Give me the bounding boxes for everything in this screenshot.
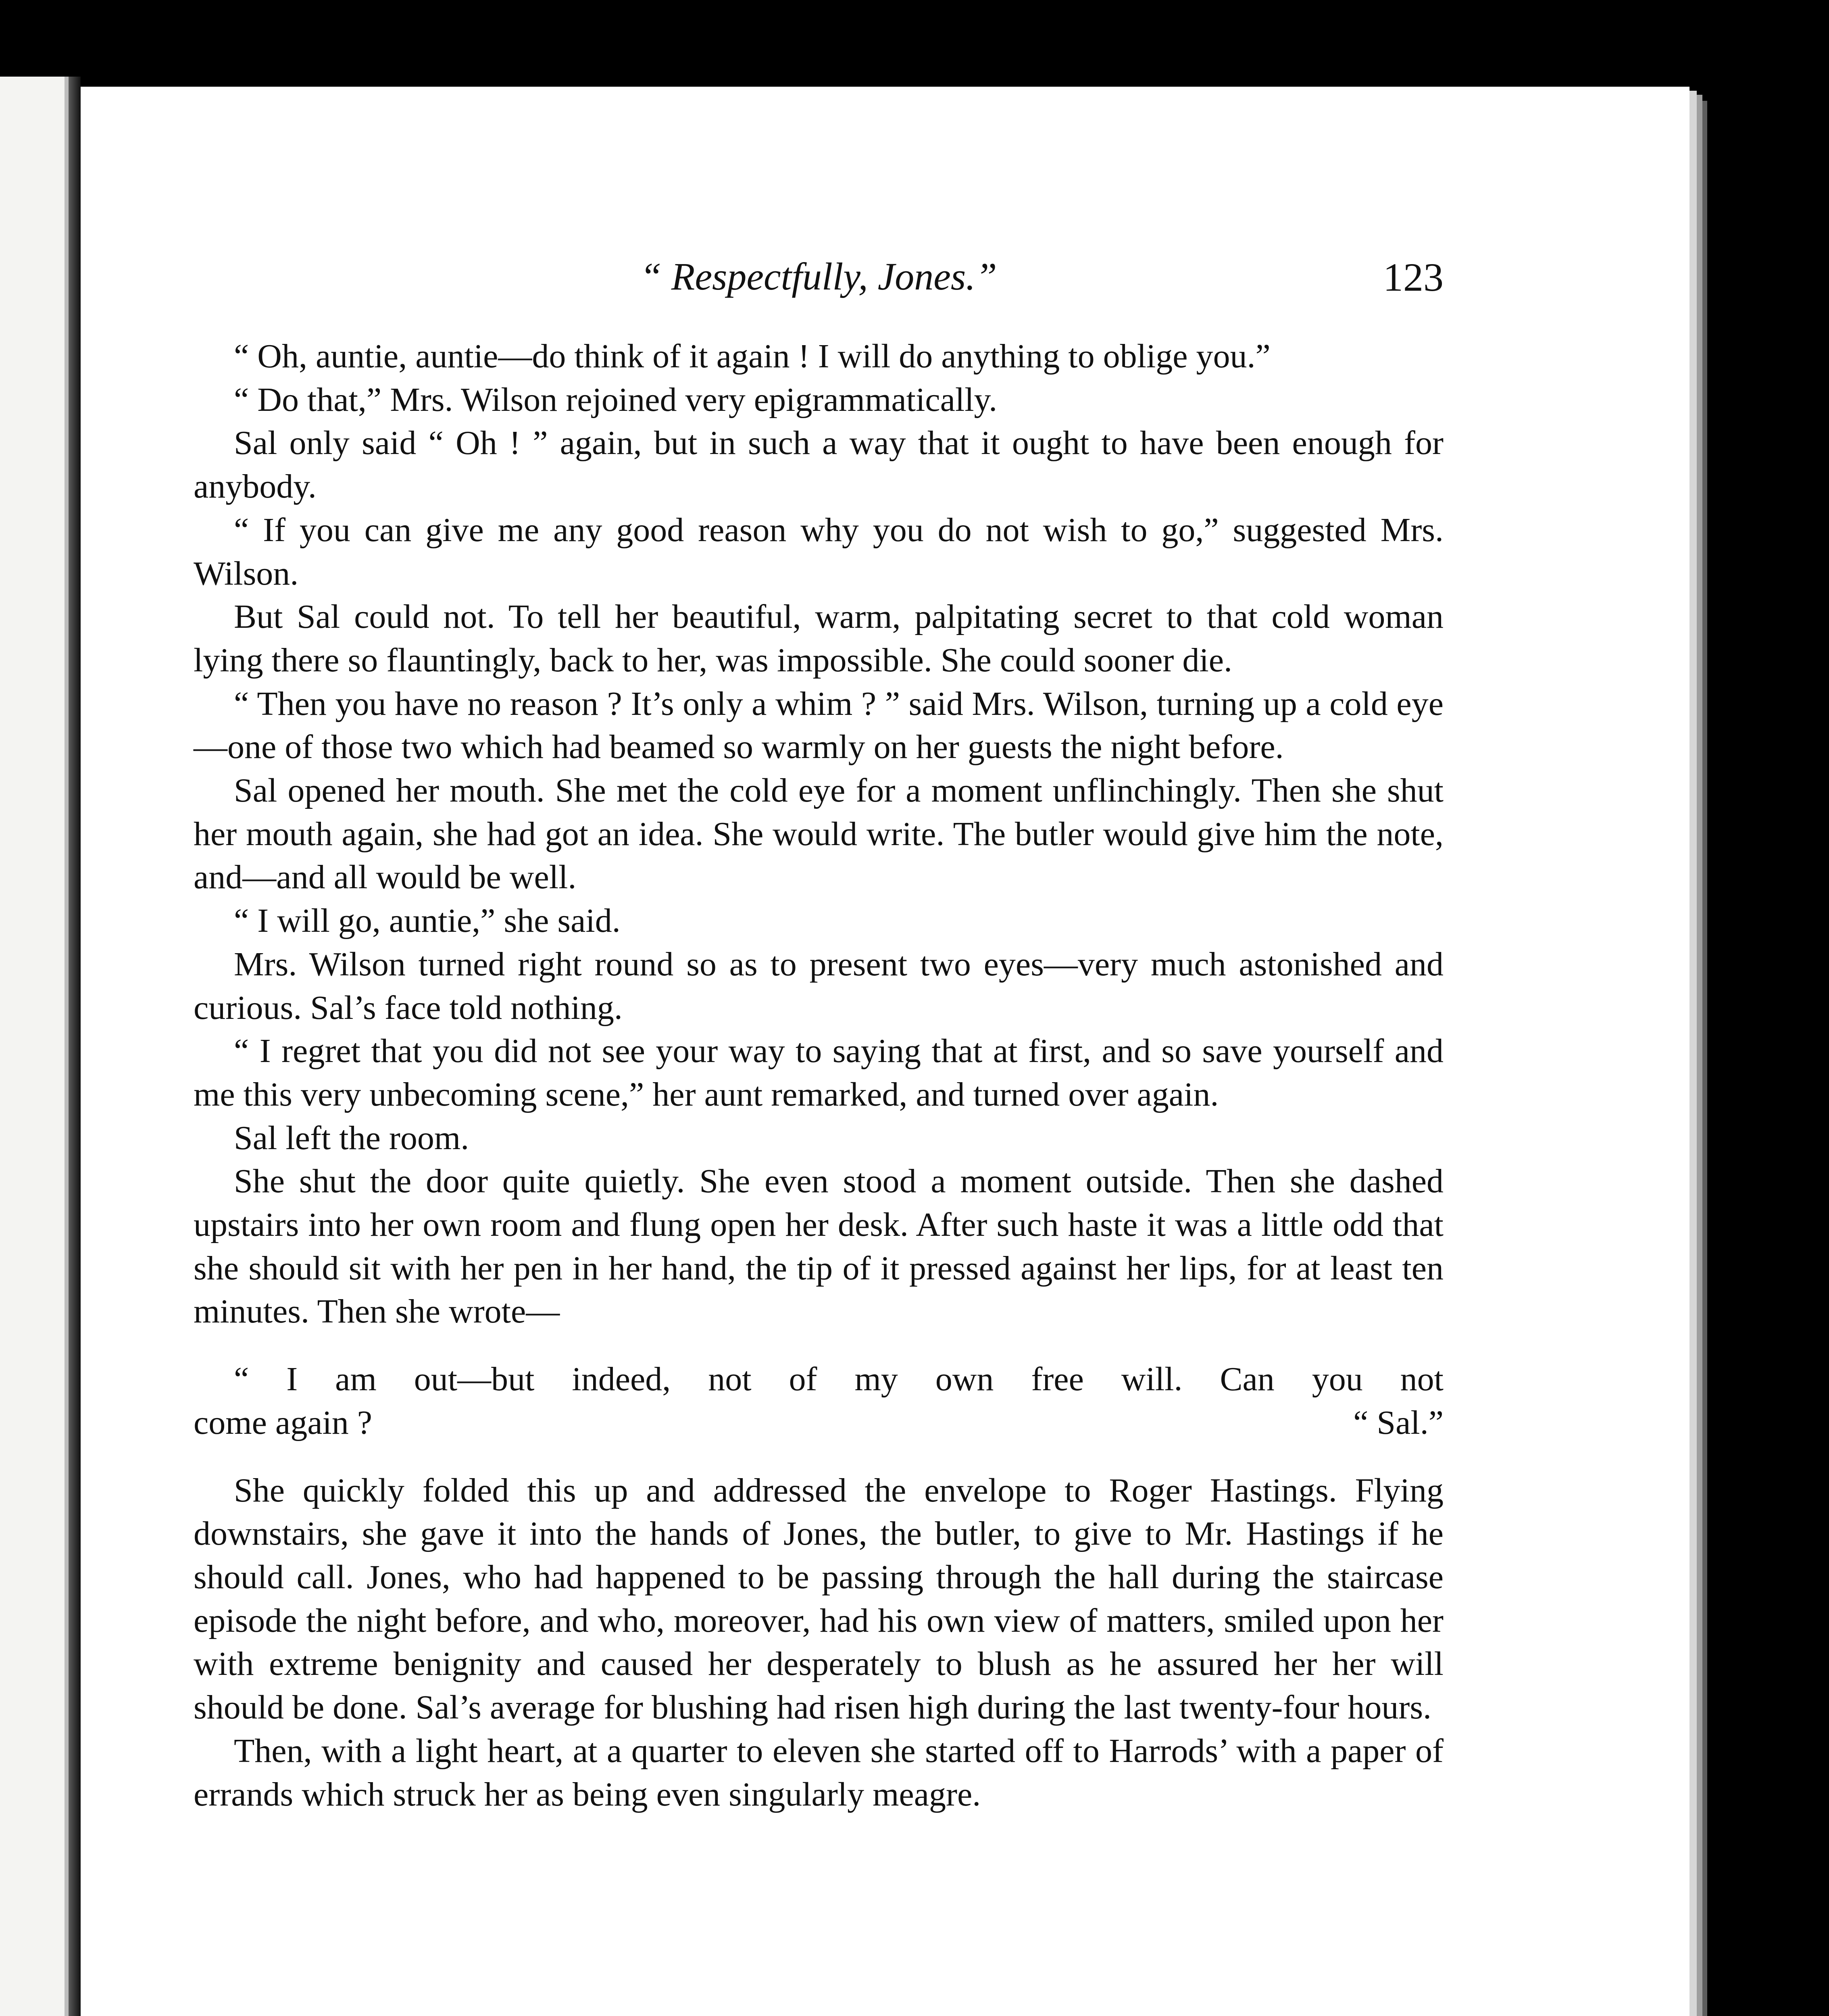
quoted-note-text: come again ? <box>194 1404 373 1441</box>
paragraph: But Sal could not. To tell her beautiful, warm, palpitating secret to that cold woman lying there so flauntingly, back to her, was impossible. She could sooner die. <box>194 598 1444 679</box>
paragraph: Sal left the room. <box>234 1119 469 1157</box>
paragraph: Sal opened her mouth. She met the cold eye for a moment unflinchingly. Then she shut her mouth again, she had got an idea. She would write. The butler would give him the note, and—and all would be well. <box>194 772 1444 896</box>
paragraph: “ If you can give me any good reason why you do not wish to go,” suggested Mrs. Wilson. <box>194 511 1444 592</box>
body-text <box>194 335 1444 1816</box>
paragraph: Sal only said “ Oh ! ” again, but in such a way that it ought to have been enough for anybody. <box>194 424 1444 506</box>
paragraph: She shut the door quite quietly. She even stood a moment outside. Then she dashed upstairs into her own room and flung open her desk. After such haste it was a little odd that she should sit with her pen in her hand, the tip of it pressed against her lips, for at least ten minutes. Then she wrote— <box>194 1162 1444 1331</box>
paragraph: “ Do that,” Mrs. Wilson rejoined very epigrammatically. <box>234 381 998 419</box>
book-spine-shadow <box>69 77 81 2016</box>
page-stack-edge <box>1697 95 1702 2016</box>
paragraph: Mrs. Wilson turned right round so as to present two eyes—very much astonished and curious. Sal’s face told nothing. <box>194 945 1444 1027</box>
page-number: 123 <box>1383 255 1444 300</box>
quoted-note-line: “ I am out—but indeed, not of my own free will. Can you not <box>234 1360 1444 1398</box>
page-stack-edge <box>1702 101 1707 2016</box>
paragraph: “ Oh, auntie, auntie—do think of it again ! I will do anything to oblige you.” <box>234 337 1271 375</box>
running-title: “ Respectfully, Jones.” <box>640 255 997 298</box>
paragraph: “ Then you have no reason ? It’s only a whim ? ” said Mrs. Wilson, turning up a cold eye—one of those two which had beamed so warmly on her guests the night before. <box>194 685 1444 766</box>
page-stack-edge <box>1689 91 1697 2016</box>
paragraph: She quickly folded this up and addressed the envelope to Roger Hastings. Flying downstairs, she gave it into the hands of Jones, the butler, to give to Mr. Hastings if he should call. Jones, who had happened to be passing through the hall during the staircase episode the night before, and who, moreover, had his own view of matters, smiled upon her with extreme benignity and caused her desperately to blush as he assured her her will should be done. Sal’s average for blushing had risen high during the last twenty-four hours. <box>194 1471 1444 1727</box>
paragraph: Then, with a light heart, at a quarter to eleven she started off to Harrods’ with a paper of errands which struck her as being even singularly meagre. <box>194 1732 1444 1813</box>
paragraph: “ I will go, auntie,” she said. <box>234 902 621 940</box>
facing-page-edge <box>0 77 69 2016</box>
paragraph: “ I regret that you did not see your way to saying that at first, and so save yourself and me this very unbecoming scene,” her aunt remarked, and turned over again. <box>194 1032 1444 1113</box>
note-signature: “ Sal.” <box>1353 1404 1444 1441</box>
quoted-note-line <box>194 1401 1444 1445</box>
